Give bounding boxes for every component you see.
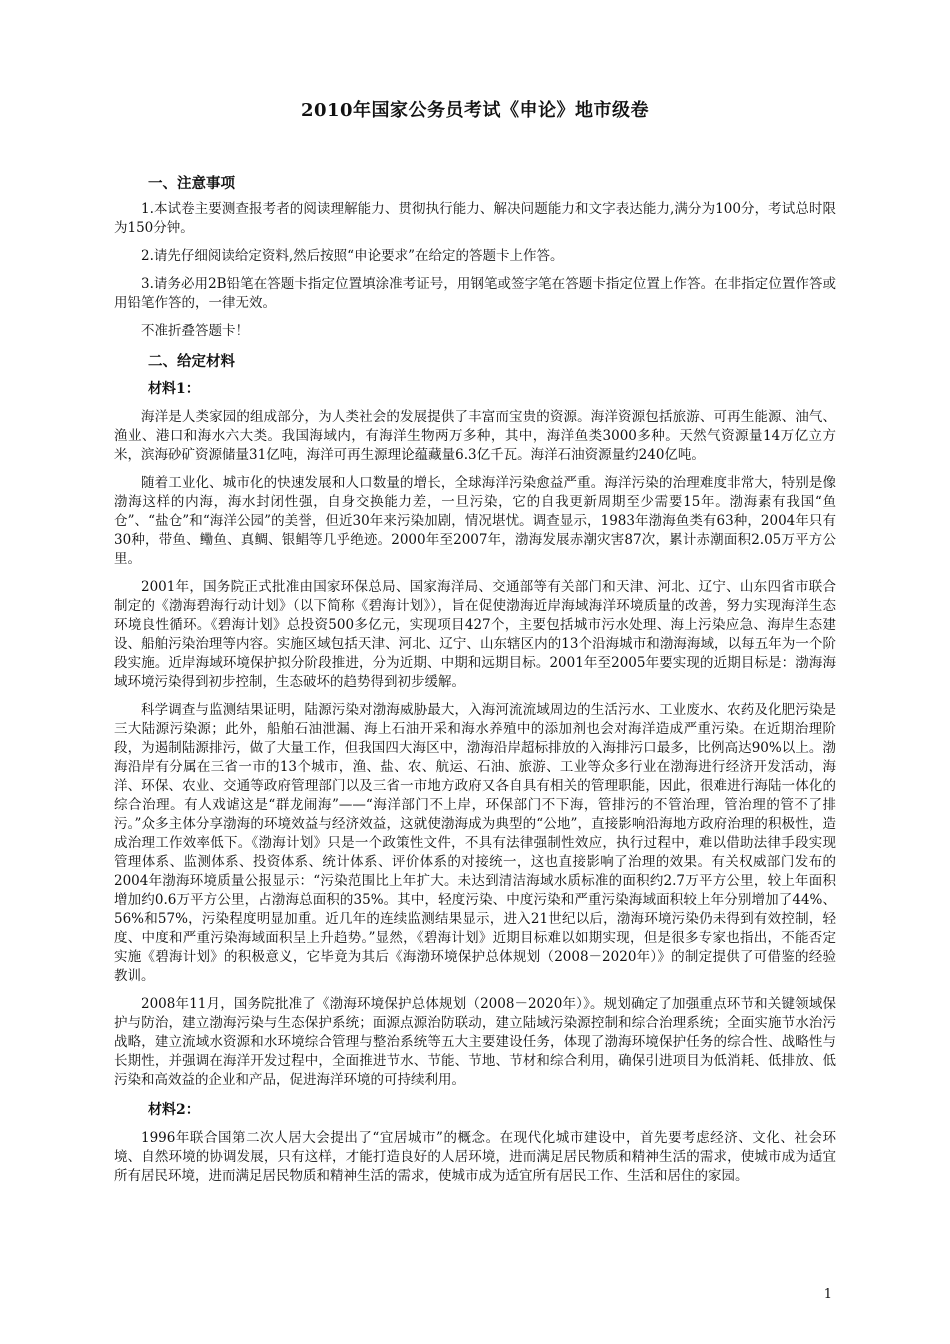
section-heading-notes: 一、注意事项 [148, 175, 235, 192]
page-number: 1 [823, 1287, 832, 1302]
material-2-label: 材料2： [148, 1102, 200, 1118]
document-title: 2010年国家公务员考试《申论》地市级卷 [300, 100, 650, 121]
material-2-paragraph-1: 1996年联合国第二次人居大会提出了“宜居城市”的概念。在现代化城市建设中，首先要考虑经济、文化、社会环境、自然环境的协调发展，只有这样，才能打造良好的人居环境，进而满足居民物质和精神生活的需求，使城市成为适宜所有居民环境，进而满足居民物质和精神生活的需求，使城市成为适宜所有居民工作、生活和居住的家园。 [114, 1130, 836, 1184]
note-item-4: 不准折叠答题卡！ [141, 323, 249, 339]
material-1-paragraph-5: 2008年11月，国务院批准了《渤海环境保护总体规划（2008－2020年）》。规划确定了加强重点环节和关键领域保护与防治，建立渤海污染与生态保护系统；面源点源治防联动，建立陆域污染源控制和综合治理系统；全面实施节水治污战略，建立流域水资源和水环境综合管理与整治系统等五大主要建设任务，体现了渤海环境保护任务的综合性、战略性与长期性，并强调在海洋开发过程中，全面推进节水、节能、节地、节材和综合利用，确保引进项目为低消耗、低排放、低污染和高效益的企业和产品，促进海洋环境的可持续利用。 [114, 996, 836, 1088]
material-1-paragraph-4: 科学调查与监测结果证明，陆源污染对渤海威胁最大，入海河流流域周边的生活污水、工业废水、农药及化肥污染是三大陆源污染源；此外，船舶石油泄漏、海上石油开采和海水养殖中的添加剂也会对海洋造成严重污染。在近期治理阶段，为遏制陆源排污，做了大量工作，但我国四大海区中，渤海沿岸超标排放的入海排污口最多，比例高达90%以上。渤海沿岸有分属在三省一市的13个城市，渔、盐、农、航运、石油、旅游、工业等众多行业在渤海进行经济开发活动，海洋、环保、农业、交通等政府管理部门以及三省一市地方政府又各自具有相关的管理职能，因此，很难进行海陆一体化的综合治理。有人戏谑这是“群龙闹海”——“海洋部门不上岸，环保部门不下海，管排污的不管治理，管治理的管不了排污。”众多主体分享渤海的环境效益与经济效益，这就使渤海成为典型的“公地”，直接影响沿海地方政府治理的积极性，造成治理工作效率低下。《渤海计划》只是一个政策性文件，不具有法律强制性效应，执行过程中，难以借助法律手段实现管理体系、监测体系、投资体系、统计体系、评价体系的对接统一，这也直接影响了治理的效果。有关权威部门发布的2004年渤海环境质量公报显示：“污染范围比上年扩大。未达到清洁海域水质标准的面积约2.7万平方公里，较上年面积增加约0.6万平方公里，占渤海总面积的35%。其中，轻度污染、中度污染和严重污染海域面积较上年分别增加了44%、56%和57%，污染程度明显加重。近几年的连续监测结果显示，进入21世纪以后，渤海环境污染仍未得到有效控制，轻度、中度和严重污染海域面积呈上升趋势。”显然，《碧海计划》近期目标难以如期实现，但是很多专家也指出，不能否定实施《碧海计划》的积极意义，它毕竟为其后《海渤环境保护总体规划（2008－2020年）》的制定提供了可借鉴的经验教训。 [114, 702, 836, 984]
document-page [114, 96, 836, 1195]
note-item-1: 1.本试卷主要测查报考者的阅读理解能力、贯彻执行能力、解决问题能力和文字表达能力,满分为100分，考试总时限为150分钟。 [114, 201, 836, 236]
material-1-paragraph-3: 2001年，国务院正式批准由国家环保总局、国家海洋局、交通部等有关部门和天津、河北、辽宁、山东四省市联合制定的《渤海碧海行动计划》（以下简称《碧海计划》），旨在促使渤海近岸海域海洋环境质量的改善，努力实现海洋生态环境良性循环。《碧海计划》总投资500多亿元，实现项目427个，主要包括城市污水处理、海上污染应急、海岸生态建设、船舶污染治理等内容。实施区域包括天津、河北、辽宁、山东辖区内的13个沿海城市和渤海海域，以每五年为一个阶段实施。近岸海域环境保护拟分阶段推进，分为近期、中期和远期目标。2001年至2005年要实现的近期目标是：渤海海域环境污染得到初步控制，生态破坏的趋势得到初步缓解。 [114, 579, 836, 690]
material-1-paragraph-1: 海洋是人类家园的组成部分，为人类社会的发展提供了丰富而宝贵的资源。海洋资源包括旅游、可再生能源、油气、渔业、港口和海水六大类。我国海域内，有海洋生物两万多种，其中，海洋鱼类3000多种。天然气资源量14万亿立方米，滨海砂矿资源储量31亿吨，海洋可再生源理论蕴藏量6.3亿千瓦。海洋石油资源量约240亿吨。 [114, 409, 836, 463]
note-item-2: 2.请先仔细阅读给定资料,然后按照“申论要求”在给定的答题卡上作答。 [141, 248, 564, 264]
note-item-3: 3.请务必用2B铅笔在答题卡指定位置填涂准考证号，用钢笔或签字笔在答题卡指定位置上作答。在非指定位置作答或用铅笔作答的，一律无效。 [114, 276, 836, 311]
material-1-label: 材料1： [148, 381, 200, 397]
section-heading-materials: 二、给定材料 [148, 353, 235, 370]
material-1-paragraph-2: 随着工业化、城市化的快速发展和人口数量的增长，全球海洋污染愈益严重。海洋污染的治理难度非常大，特别是像渤海这样的内海，海水封闭性强，自身交换能力差，一旦污染，它的自我更新周期至少需要15年。渤海素有我国“鱼仓”、“盐仓”和“海洋公园”的美誉，但近30年来污染加剧，情况堪忧。调查显示，1983年渤海鱼类有63种，2004年只有30种，带鱼、鳓鱼、真鲷、银鲳等几乎绝迹。2000年至2007年，渤海发展赤潮灾害87次，累计赤潮面积2.05万平方公里。 [114, 475, 836, 567]
